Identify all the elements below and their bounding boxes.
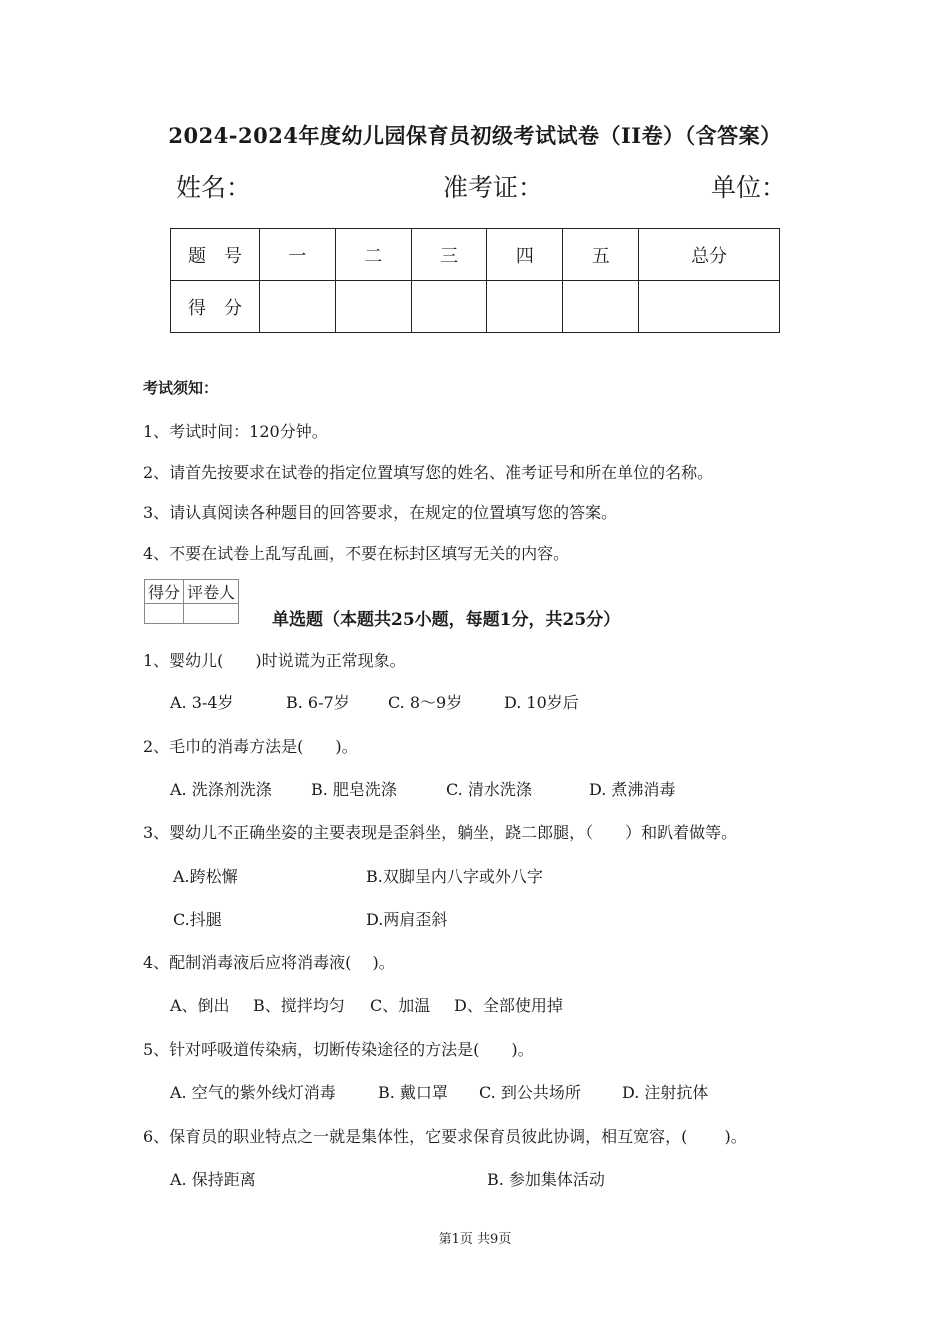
score-header-cell: 四 <box>487 229 563 281</box>
answer-option[interactable]: C.抖腿 <box>173 910 222 929</box>
answer-option[interactable]: D、全部使用掉 <box>454 996 563 1015</box>
answer-option[interactable]: A. 洗涤剂洗涤 <box>170 780 272 799</box>
notice-item: 2、请首先按要求在试卷的指定位置填写您的姓名、准考证号和所在单位的名称。 <box>143 463 714 482</box>
answer-option[interactable]: D.两肩歪斜 <box>366 910 448 929</box>
question-text: 3、婴幼儿不正确坐姿的主要表现是歪斜坐，躺坐，跷二郎腿，（ ）和趴着做等。 <box>143 823 738 842</box>
answer-option[interactable]: B. 戴口罩 <box>378 1083 448 1102</box>
score-header-cell: 五 <box>563 229 639 281</box>
question-text: 1、婴幼儿( )时说谎为正常现象。 <box>143 651 406 670</box>
notice-item: 3、请认真阅读各种题目的回答要求，在规定的位置填写您的答案。 <box>143 503 618 522</box>
answer-option[interactable]: A、倒出 <box>170 996 230 1015</box>
grader-reviewer-cell[interactable] <box>184 604 239 624</box>
score-table-header-row <box>171 229 780 281</box>
answer-option[interactable]: A. 3-4岁 <box>170 693 234 712</box>
score-header-cell: 二 <box>335 229 411 281</box>
score-table-score-row <box>171 281 780 333</box>
score-input-cell[interactable] <box>487 281 563 333</box>
answer-option[interactable]: D. 煮沸消毒 <box>589 780 676 799</box>
score-table <box>170 228 780 333</box>
answer-option[interactable]: D. 注射抗体 <box>622 1083 709 1102</box>
score-input-cell[interactable] <box>335 281 411 333</box>
answer-option[interactable]: A.跨松懈 <box>173 867 238 886</box>
page-footer: 第1页 共9页 <box>438 1232 512 1247</box>
answer-option[interactable]: C. 清水洗涤 <box>446 780 532 799</box>
score-header-cell: 总分 <box>639 229 780 281</box>
grader-reviewer-label: 评卷人 <box>184 580 239 604</box>
answer-option[interactable]: B.双脚呈内八字或外八字 <box>366 867 543 886</box>
answer-option[interactable]: B. 参加集体活动 <box>487 1170 605 1189</box>
name-label: 姓名： <box>176 173 252 202</box>
section-title: 单选题（本题共25小题，每题1分，共25分） <box>272 610 621 630</box>
score-row-label: 得 分 <box>171 281 260 333</box>
grader-score-cell[interactable] <box>145 604 184 624</box>
score-input-cell[interactable] <box>563 281 639 333</box>
page-title: 2024-2024年度幼儿园保育员初级考试试卷（II卷）（含答案） <box>168 123 782 148</box>
answer-option[interactable]: C. 到公共场所 <box>479 1083 581 1102</box>
grader-box <box>144 579 239 624</box>
question-text: 4、配制消毒液后应将消毒液( )。 <box>143 953 395 972</box>
answer-option[interactable]: A. 保持距离 <box>170 1170 256 1189</box>
question-text: 5、针对呼吸道传染病，切断传染途径的方法是( )。 <box>143 1040 534 1059</box>
unit-label: 单位： <box>711 173 787 202</box>
answer-option[interactable]: B、搅拌均匀 <box>253 996 345 1015</box>
score-input-cell[interactable] <box>639 281 780 333</box>
notice-item: 4、不要在试卷上乱写乱画，不要在标封区填写无关的内容。 <box>143 544 570 563</box>
score-input-cell[interactable] <box>260 281 336 333</box>
answer-option[interactable]: B. 6-7岁 <box>286 693 350 712</box>
score-header-cell: 题 号 <box>171 229 260 281</box>
score-header-cell: 一 <box>260 229 336 281</box>
answer-option[interactable]: C、加温 <box>370 996 431 1015</box>
answer-option[interactable]: A. 空气的紫外线灯消毒 <box>170 1083 336 1102</box>
grader-score-label: 得分 <box>145 580 184 604</box>
answer-option[interactable]: D. 10岁后 <box>504 693 579 712</box>
notice-item: 1、考试时间：120分钟。 <box>143 422 328 441</box>
score-input-cell[interactable] <box>411 281 487 333</box>
answer-option[interactable]: C. 8～9岁 <box>388 693 463 712</box>
notice-title: 考试须知： <box>143 379 219 397</box>
exam-id-label: 准考证： <box>443 173 544 202</box>
answer-option[interactable]: B. 肥皂洗涤 <box>311 780 397 799</box>
question-text: 6、保育员的职业特点之一就是集体性，它要求保育员彼此协调，相互宽容，( )。 <box>143 1127 747 1146</box>
score-header-cell: 三 <box>411 229 487 281</box>
question-text: 2、毛巾的消毒方法是( )。 <box>143 737 358 756</box>
